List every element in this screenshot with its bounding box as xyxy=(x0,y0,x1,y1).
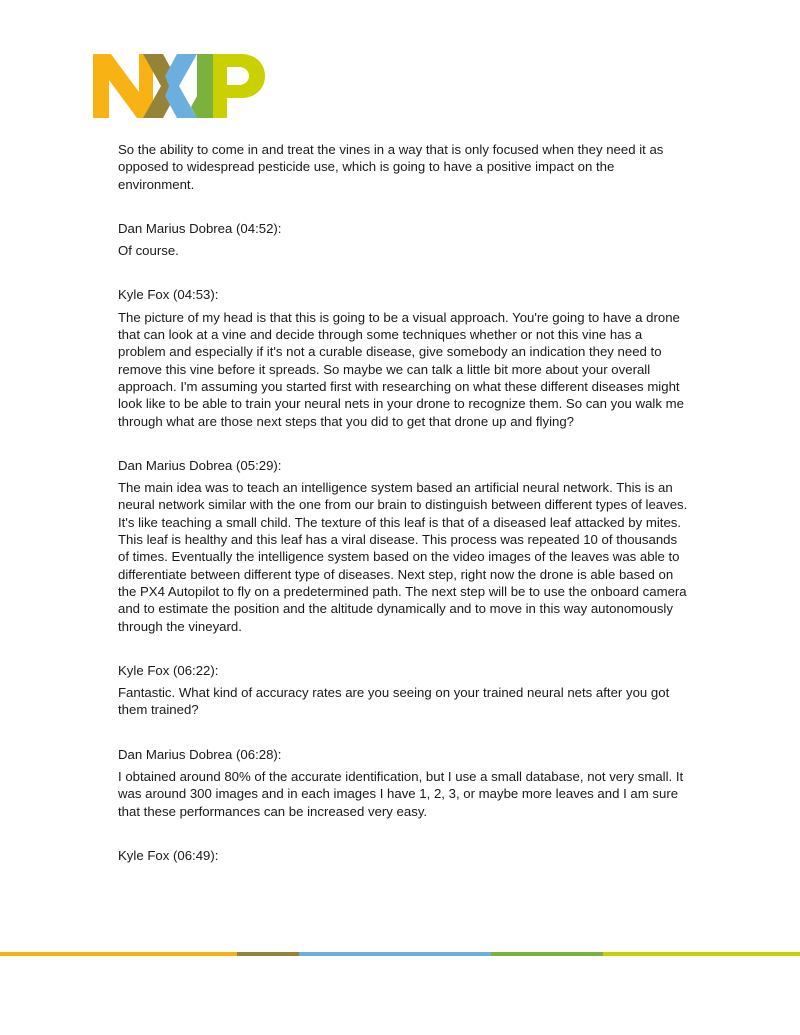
speaker-label: Dan Marius Dobrea (04:52): xyxy=(118,220,282,236)
transcript-paragraph: So the ability to come in and treat the vines in a way that is only focused when they need it as opposed to widespread pesticide use, which is going to have a positive impact on the environment. xyxy=(118,142,664,192)
logo-letter-n xyxy=(93,54,153,118)
footer-bar-green xyxy=(491,952,603,956)
speaker-label: Kyle Fox (06:49): xyxy=(118,847,219,863)
transcript-paragraph: The picture of my head is that this is going to be a visual approach. You're going to have a drone that can look at a vine and decide through some techniques whether or not this vine has a problem and especially if it's not a curable disease, give somebody an indication they need to remove this vine before it spreads. So maybe we can talk a little bit more about your overall approach. I'm assuming you started first with researching on what these different diseases might look like to be able to train your neural nets in your drone to recognize them. So can you walk me through what are those next steps that you did to get that drone up and flying? xyxy=(118,309,684,429)
nxp-logo xyxy=(93,54,265,118)
transcript-paragraph: I obtained around 80% of the accurate identification, but I use a small database, not very small. It was around 300 images and in each images I have 1, 2, 3, or maybe more leaves and I am sure that these performances can be increased very easy. xyxy=(118,769,684,819)
transcript-paragraph: Fantastic. What kind of accuracy rates are you seeing on your trained neural nets after you got them trained? xyxy=(118,685,670,718)
footer-bar-orange xyxy=(0,952,237,956)
footer-bar-lime xyxy=(603,952,800,956)
footer-bar-blue xyxy=(299,952,491,956)
logo-letter-p-stem xyxy=(191,54,213,118)
logo-letter-p-bowl xyxy=(213,54,265,118)
transcript xyxy=(118,141,688,864)
footer-color-bar xyxy=(0,952,800,956)
speaker-label: Dan Marius Dobrea (06:28): xyxy=(118,746,282,762)
speaker-label: Kyle Fox (06:22): xyxy=(118,662,219,678)
transcript-paragraph: The main idea was to teach an intelligence system based an artificial neural network. This is an neural network similar with the one from our brain to distinguish between different types of leaves. It's like teaching a small child. The texture of this leaf is that of a diseased leaf attacked by mites. This leaf is healthy and this leaf has a viral disease. This process was repeated 10 of thousands of times. Eventually the intelligence system based on the video images of the leaves was able to differentiate between different type of diseases. Next step, right now the drone is able based on the PX4 Autopilot to fly on a predetermined path. The next step will be to use the onboard camera and to estimate the position and the altitude dynamically and to move in this way autonomously through the vineyard. xyxy=(118,480,688,634)
footer-bar-brown xyxy=(237,952,299,956)
transcript-paragraph: Of course. xyxy=(118,243,179,259)
speaker-label: Kyle Fox (04:53): xyxy=(118,287,219,303)
speaker-label: Dan Marius Dobrea (05:29): xyxy=(118,457,282,473)
